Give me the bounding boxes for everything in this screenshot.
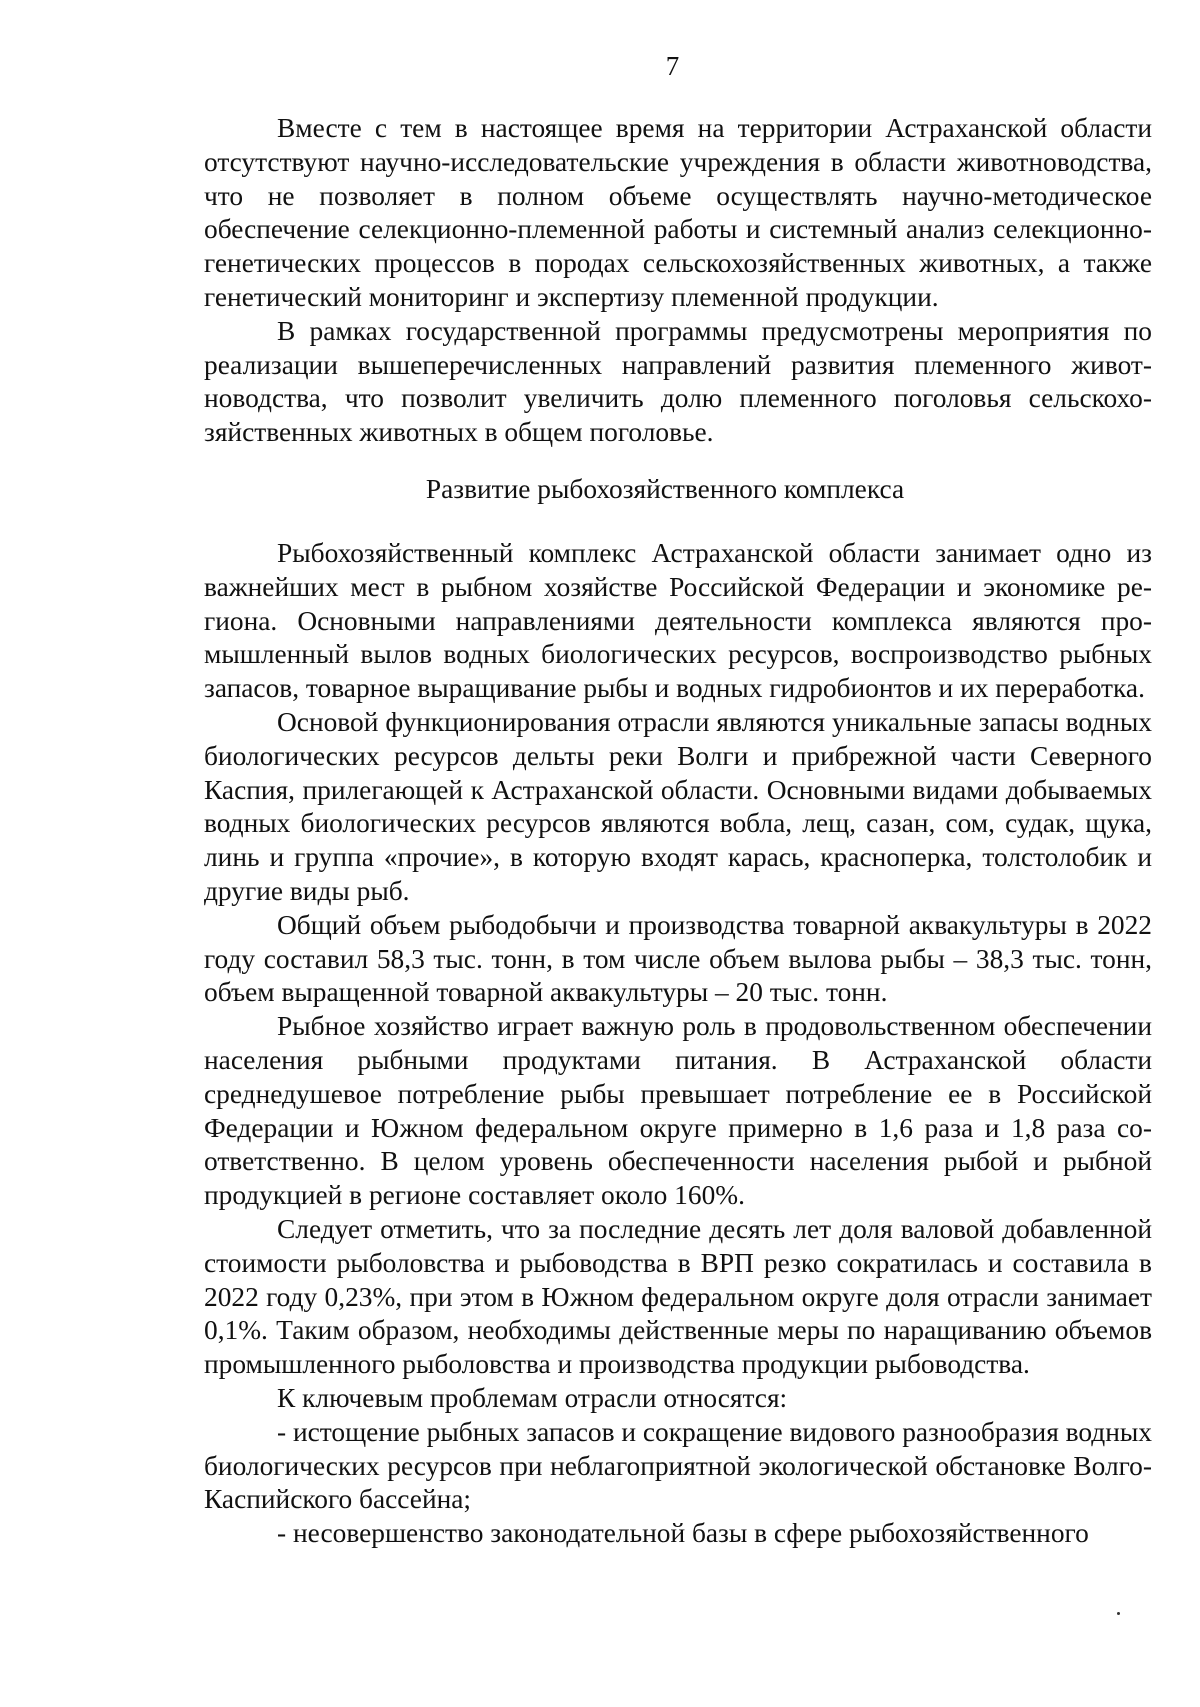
list-item-legislation: - несовершенство законодательной базы в сфере рыбохозяйственного — [277, 1518, 1089, 1549]
page-number: 7 — [665, 51, 680, 81]
paragraph-key-problems: К ключевым проблемам отрасли относятся: — [277, 1382, 788, 1413]
section-text-block — [204, 537, 1152, 1551]
paragraph-state-program: В рамках государственной программы предусмотрены мероприятия по реализации вышеперечисленных направлений развития племенного животноводства, что позволит увеличить долю племенного поголовья сельскохозяйственных животных в общем поголовье. — [204, 315, 1152, 448]
paragraph-industry-basis: Основой функционирования отрасли являются уникальные запасы водных биологических ресурсов дельты реки Волги и прибрежной части Северного Каспия, прилегающей к Астраханской области. Основными видами добываемых водных биологических ресурсов являются вобла, лещ, сазан, сом, судак, щука, линь и группа «прочие», в которую входят карась, красноперка, толстолобик и другие виды рыб. — [204, 706, 1152, 906]
paragraph-fishery-complex: Рыбохозяйственный комплекс Астраханской области занимает одно из важнейших мест в рыбном хозяйстве Российской Федерации и экономике региона. Основными направлениями деятельности комплекса являются промышленный вылов водных биологических ресурсов, воспроизводство рыбных запасов, товарное выращивание рыбы и водных гидробионтов и их переработка. — [204, 538, 1152, 704]
paragraph-catch-volume: Общий объем рыбодобычи и производства товарной аквакультуры в 2022 году составил 58,3 тыс. тонн, в том числе объем вылова рыбы – 38,3 тыс. тонн, объем выращенной товарной аквакультуры – 20 тыс. тонн. — [204, 909, 1152, 1008]
intro-text-block — [204, 112, 1152, 450]
list-item-depletion: - истощение рыбных запасов и сокращение видового разнообразия водных биологических ресурсов при неблагоприятной экологической обстановке Волго-Каспийского бассейна; — [204, 1416, 1152, 1515]
section-heading: Развитие рыбохозяйственного комплекса — [425, 474, 905, 504]
paragraph-research-institutions: Вместе с тем в настоящее время на территории Астраханской области отсутствуют научно-исследовательские учреждения в области животноводства, что не позволяет в полном объеме осуществлять научно-методическое обеспечение селекционно-племенной работы и системный анализ селекционно-генетических процессов в породах сельскохозяйственных животных, а также генетический мониторинг и экспертизу племенной продукции. — [204, 113, 1152, 312]
paragraph-food-supply: Рыбное хозяйство играет важную роль в продовольственном обеспечении населения рыбными продуктами питания. В Астраханской области среднедушевое потребление рыбы превышает потребление ее в Российской Федерации и Южном федеральном округе примерно в 1,6 раза и 1,8 раза соответственно. В целом уровень обеспеченности населения рыбой и рыбной продукцией в регионе составляет около 160%. — [204, 1011, 1152, 1211]
scan-dot-mark — [1117, 1612, 1120, 1615]
paragraph-gva-share: Следует отметить, что за последние десять лет доля валовой добавленной стоимости рыболовства и рыбоводства в ВРП резко сократилась и составила в 2022 году 0,23%, при этом в Южном федеральном округе доля отрасли занимает 0,1%. Таким образом, необходимы действенные меры по наращиванию объемов промышленного рыболовства и производства продукции рыбоводства. — [204, 1213, 1152, 1380]
